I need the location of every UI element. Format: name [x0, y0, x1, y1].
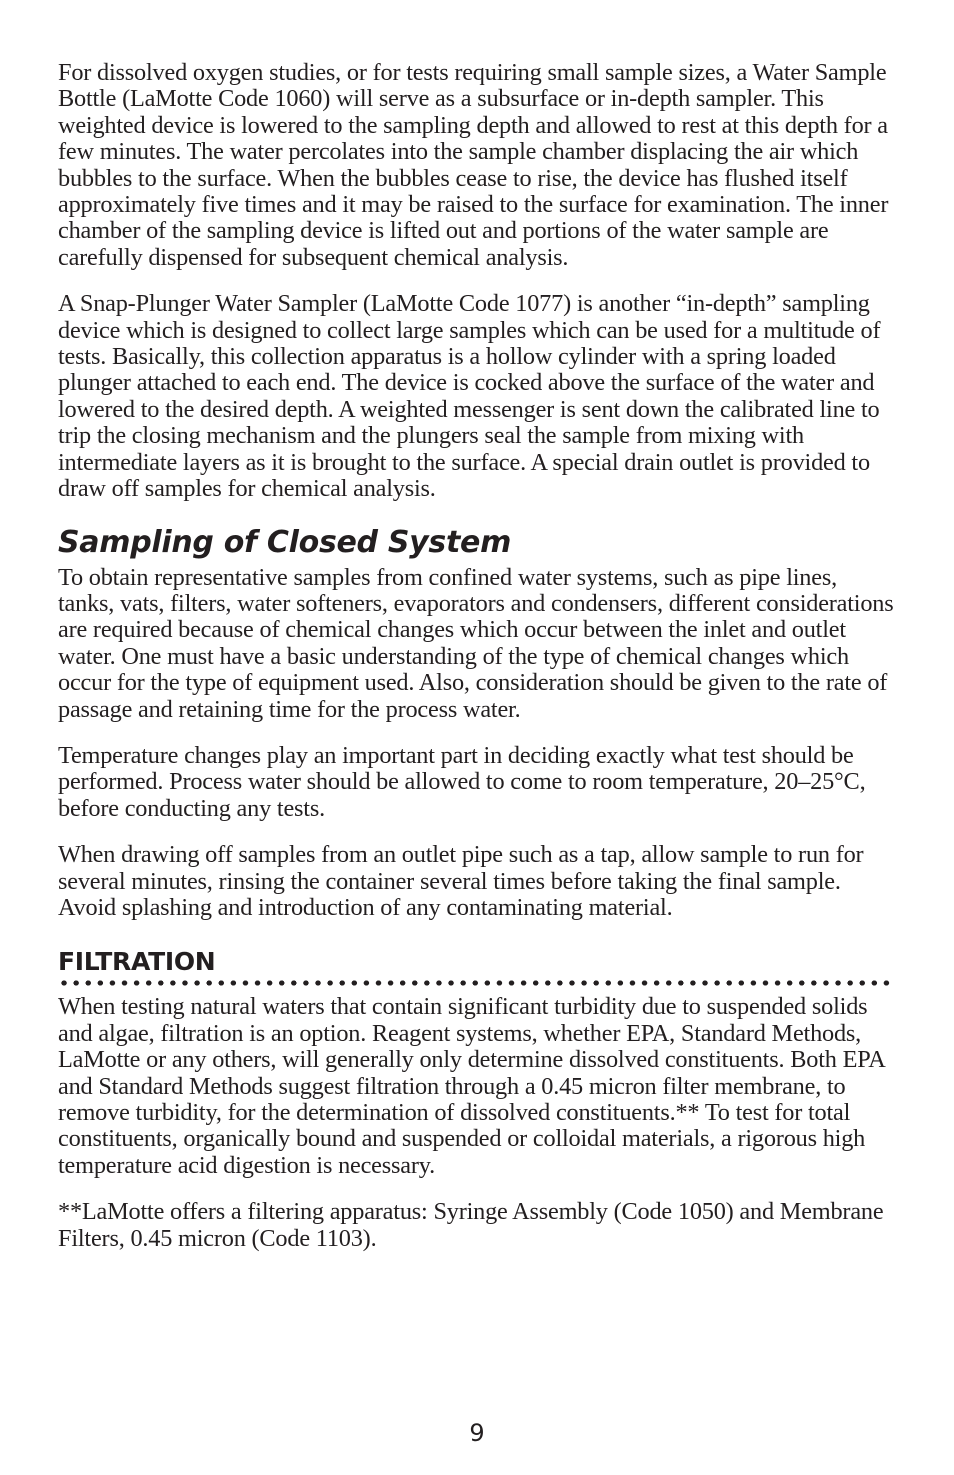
filtration-heading: FILTRATION	[58, 947, 216, 977]
page-number: 9	[469, 1419, 485, 1447]
dotted-divider	[58, 980, 894, 986]
paragraph-snap-plunger-sampler: A Snap-Plunger Water Sampler (LaMotte Code 1077) is another “in-depth” sampling device which is designed to collect large samples which can be used for a multitude of tests. Basically, this collection apparatus is a hollow cylinder with a spring loaded plunger attached to each end. The device is cocked above the surface of the water and lowered to the desired depth. A weighted messenger is sent down the calibrated line to trip the closing mechanism and the plungers seal the sample from mixing with intermediate layers as it is brought to the surface. A special drain outlet is provided to draw off samples for chemical analysis.	[58, 290, 881, 503]
paragraph-water-sample-bottle: For dissolved oxygen studies, or for tests requiring small sample sizes, a Water Sample Bottle (LaMotte Code 1060) will serve as a subsurface or in-depth sampler. This weighted device is lowered to the sampling depth and allowed to rest at this depth for a few minutes. The water percolates into the sample chamber displacing the air which bubbles to the surface. When the bubbles cease to rise, the device has flushed itself approximately five times and it may be raised to the surface for examination. The inner chamber of the sampling device is lifted out and portions of the water sample are carefully dispensed for subsequent chemical analysis.	[58, 59, 889, 271]
paragraph-filtration-footnote: **LaMotte offers a filtering apparatus: Syringe Assembly (Code 1050) and Membrane Filters, 0.45 micron (Code 1103).	[58, 1198, 884, 1252]
page-content	[58, 60, 894, 1272]
paragraph-temperature-changes: Temperature changes play an important part in deciding exactly what test should be performed. Process water should be allowed to come to room temperature, 20–25°C, before conducting any tests.	[58, 741, 866, 822]
paragraph-closed-system-intro: To obtain representative samples from confined water systems, such as pipe lines, tanks, vats, filters, water softeners, evaporators and condensers, different considerations are required because of chemical changes which occur between the inlet and outlet water. One must have a basic understanding of the type of chemical changes which occur for the type of equipment used. Also, consideration should be given to the rate of passage and retaining time for the process water.	[58, 563, 894, 723]
closed-system-heading: Sampling of Closed System	[58, 524, 512, 560]
paragraph-filtration: When testing natural waters that contain significant turbidity due to suspended solids and algae, filtration is an option. Reagent systems, whether EPA, Standard Methods, LaMotte or any others, will generally only determine dissolved constituents. Both EPA and Standard Methods suggest filtration through a 0.45 micron filter membrane, to remove turbidity, for the determination of dissolved constituents.** To test for total constituents, organically bound and suspended or colloidal materials, a rigorous high temperature acid digestion is necessary.	[58, 993, 885, 1179]
paragraph-outlet-pipe: When drawing off samples from an outlet pipe such as a tap, allow sample to run for several minutes, rinsing the container several times before taking the final sample. Avoid splashing and introduction of any contaminating material.	[58, 841, 864, 921]
